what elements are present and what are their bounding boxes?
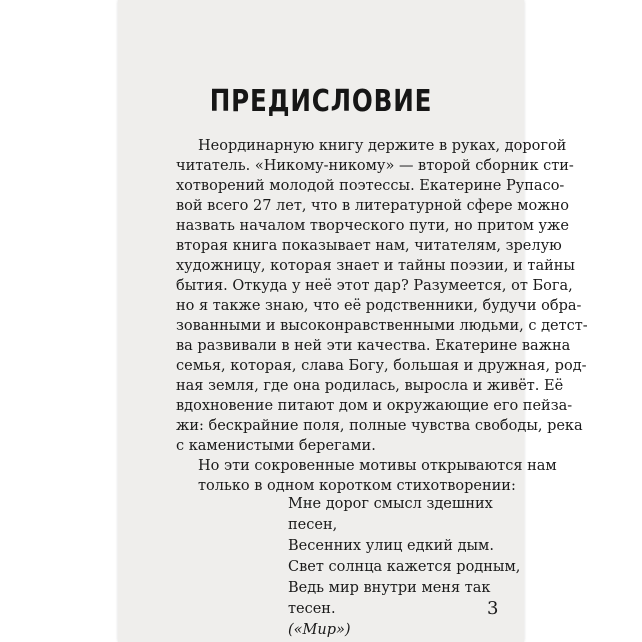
poem-line: Ведь мир внутри меня так тесен. [288,580,491,617]
text-line: вторая книга показывает нам, читателям, зрелую [176,238,562,254]
text-line: вдохновение питают дом и окружающие его пейза- [176,398,573,414]
text-line: читатель. «Никому-никому» — второй сборник сти- [176,158,574,174]
text-line: ва развивали в ней эти качества. Екатерине важна [176,338,571,354]
text-line: Неординарную книгу держите в руках, дорогой [198,138,567,154]
body-text [176,136,588,496]
book-page [118,0,588,642]
text-line: Но эти сокровенные мотивы открываются нам [198,458,557,474]
text-line: только в одном коротком стихотворении: [198,478,516,494]
text-line: с каменистыми берегами. [176,438,376,454]
text-line: но я также знаю, что её родственники, будучи обра- [176,298,582,314]
text-line: ная земля, где она родилась, выросла и живёт. Её [176,378,564,394]
text-line: художницу, которая знает и тайны поэзии, и тайны [176,258,575,274]
text-line: назвать началом творческого пути, но притом уже [176,218,569,234]
poem-citation: («Мир») [288,622,351,638]
page-number: 3 [487,598,499,619]
text-line: зованными и высоконравственными людьми, с детст- [176,318,588,334]
poem-line: Свет солнца кажется родным, [288,559,521,575]
text-line: хотворений молодой поэтессы. Екатерине Рупасо- [176,178,565,194]
text-line: вой всего 27 лет, что в литературной сфере можно [176,198,569,214]
poem-line: Мне дорог смысл здешних песен, [288,496,493,533]
text-line: бытия. Откуда у неё этот дар? Разумеется, от Бога, [176,278,573,294]
text-line: семья, которая, слава Богу, большая и дружная, род- [176,358,587,374]
text-line: жи: бескрайние поля, полные чувства свободы, река [176,418,583,434]
poem-line: Весенних улиц едкий дым. [288,538,494,554]
page-title: ПРЕДИСЛОВИЕ [209,84,433,119]
